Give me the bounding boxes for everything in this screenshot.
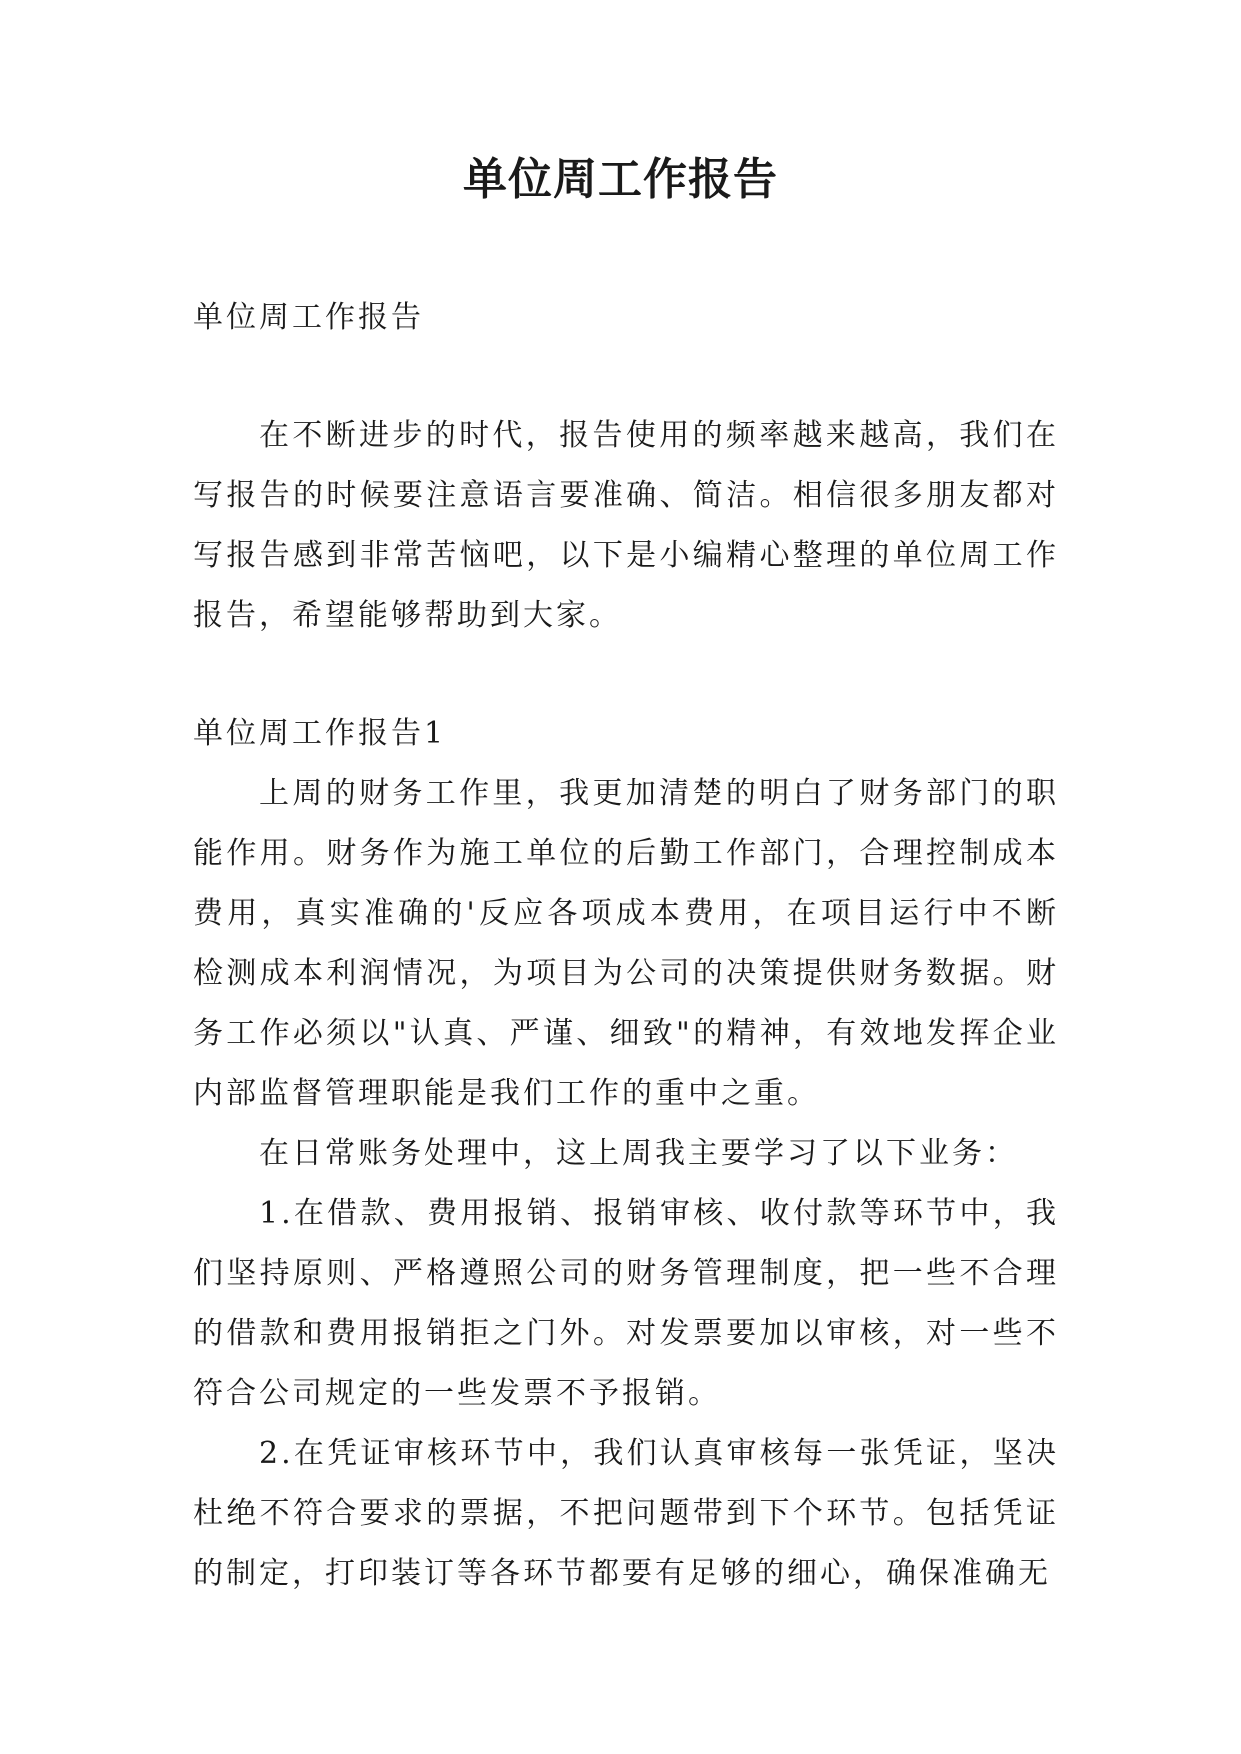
body-paragraph: 在日常账务处理中，这上周我主要学习了以下业务： xyxy=(259,1136,1018,1171)
document-title: 单位周工作报告 xyxy=(463,154,778,205)
section-heading: 单位周工作报告1 xyxy=(193,716,447,751)
document-subtitle: 单位周工作报告 xyxy=(193,300,424,335)
list-paragraph: 2.在凭证审核环节中，我们认真审核每一张凭证，坚决杜绝不符合要求的票据，不把问题带到下个环节。包括凭证的制定，打印装订等各环节都要有足够的细心，确保准确无 xyxy=(193,1436,1059,1591)
document-body xyxy=(193,288,1059,1604)
intro-paragraph: 在不断进步的时代，报告使用的频率越来越高，我们在写报告的时候要注意语言要准确、简洁。相信很多朋友都对写报告感到非常苦恼吧，以下是小编精心整理的单位周工作报告，希望能够帮助到大家。 xyxy=(193,418,1059,633)
body-paragraph: 上周的财务工作里，我更加清楚的明白了财务部门的职能作用。财务作为施工单位的后勤工作部门，合理控制成本费用，真实准确的'反应各项成本费用，在项目运行中不断检测成本利润情况，为项目为公司的决策提供财务数据。财务工作必须以"认真、严谨、细致"的精神，有效地发挥企业内部监督管理职能是我们工作的重中之重。 xyxy=(193,776,1059,1111)
list-paragraph: 1.在借款、费用报销、报销审核、收付款等环节中，我们坚持原则、严格遵照公司的财务管理制度，把一些不合理的借款和费用报销拒之门外。对发票要加以审核，对一些不符合公司规定的一些发票不予报销。 xyxy=(193,1196,1059,1411)
